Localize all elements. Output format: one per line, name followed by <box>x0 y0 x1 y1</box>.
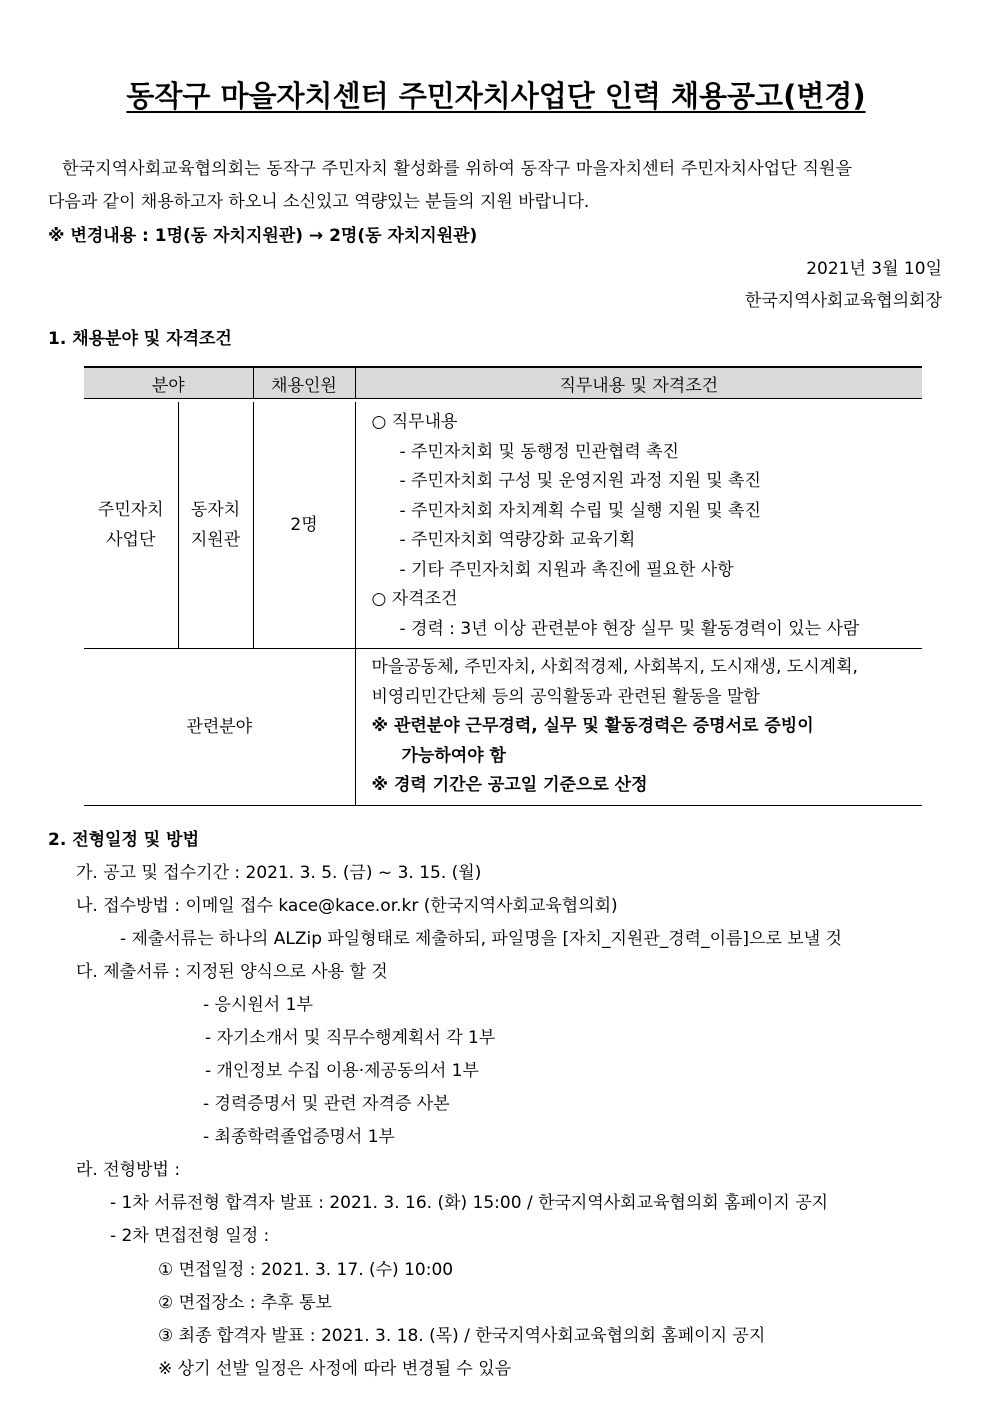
duty-item: - 기타 주민자치회 지원과 촉진에 필요한 사항 <box>399 559 734 580</box>
doc-item: - 응시원서 1부 <box>203 995 313 1015</box>
qual-title: ○ 자격조건 <box>371 589 458 609</box>
doc-item: - 개인정보 수집 이용·제공동의서 1부 <box>205 1061 479 1081</box>
duty-item: - 주민자치회 역량강화 교육기획 <box>399 530 636 550</box>
step-2: - 2차 면접전형 일정 : <box>110 1226 270 1246</box>
doc-item: - 자기소개서 및 직무수행계획서 각 1부 <box>205 1028 496 1048</box>
step-1: - 1차 서류전형 합격자 발표 : 2021. 3. 16. (화) 15:00 / 한국지역사회교육협의회 홈페이지 공지 <box>110 1193 829 1213</box>
doc-item: - 최종학력졸업증명서 1부 <box>203 1127 395 1147</box>
doc-item: - 경력증명서 및 관련 자격증 사본 <box>203 1094 450 1114</box>
page-title: 동작구 마을자치센터 주민자치사업단 인력 채용공고(변경) <box>126 79 866 113</box>
duty-item: - 주민자치회 및 동행정 민관협력 촉진 <box>399 441 679 462</box>
related-text: 비영리민간단체 등의 공익활동과 관련된 활동을 말함 <box>371 686 760 707</box>
header-duty: 직무내용 및 자격조건 <box>355 367 922 399</box>
duty-item: - 주민자치회 구성 및 운영지원 과정 지원 및 촉진 <box>399 471 761 491</box>
subfield-cell: 동자치 지원관 <box>178 402 253 649</box>
header-count: 채용인원 <box>253 367 355 399</box>
duty-item: - 주민자치회 자치계획 수립 및 실행 지원 및 촉진 <box>399 500 761 521</box>
intro-line-2: 다음과 같이 채용하고자 하오니 소신있고 역량있는 분들의 지원 바랍니다. <box>48 192 590 212</box>
field-cell: 주민자치 사업단 <box>84 402 178 649</box>
recruitment-table <box>84 366 922 806</box>
schedule-ra: 라. 전형방법 : <box>76 1160 181 1180</box>
table-header-row <box>84 367 922 399</box>
schedule-na-sub: - 제출서류는 하나의 ALZip 파일형태로 제출하되, 파일명을 [자치_지원관_경력_이름]으로 보낼 것 <box>120 929 842 949</box>
related-cell <box>355 649 922 806</box>
related-note: ※ 경력 기간은 공고일 기준으로 산정 <box>371 775 648 795</box>
qual-item: - 경력 : 3년 이상 관련분야 현장 실무 및 활동경력이 있는 사람 <box>399 618 860 639</box>
section1-heading: 1. 채용분야 및 자격조건 <box>48 329 232 349</box>
change-notice: ※ 변경내용 : 1명(동 자치지원관) → 2명(동 자치지원관) <box>48 226 478 246</box>
related-note: ※ 관련분야 근무경력, 실무 및 활동경력은 증명서로 증빙이 <box>371 716 814 736</box>
related-note: 가능하여야 함 <box>401 745 506 766</box>
duty-cell <box>355 402 922 649</box>
duty-title: ○ 직무내용 <box>371 412 458 432</box>
schedule-na: 나. 접수방법 : 이메일 접수 kace@kace.or.kr (한국지역사회교육협의회) <box>76 896 618 916</box>
header-field: 분야 <box>84 367 253 399</box>
schedule-da: 다. 제출서류 : 지정된 양식으로 사용 할 것 <box>76 962 388 982</box>
notice-date: 2021년 3월 10일 <box>806 259 942 279</box>
interview-item: ③ 최종 합격자 발표 : 2021. 3. 18. (목) / 한국지역사회교육협의회 홈페이지 공지 <box>158 1326 766 1346</box>
issuer: 한국지역사회교육협의회장 <box>744 291 942 311</box>
related-text: 마을공동체, 주민자치, 사회적경제, 사회복지, 도시재생, 도시계획, <box>371 657 858 677</box>
count-cell: 2명 <box>253 402 355 649</box>
table-row <box>84 402 922 649</box>
schedule-notice: ※ 상기 선발 일정은 사정에 따라 변경될 수 있음 <box>158 1359 512 1379</box>
schedule-ga: 가. 공고 및 접수기간 : 2021. 3. 5. (금) ~ 3. 15. (월) <box>76 863 482 883</box>
interview-item: ② 면접장소 : 추후 통보 <box>158 1293 332 1313</box>
section2-heading: 2. 전형일정 및 방법 <box>48 830 199 850</box>
interview-item: ① 면접일정 : 2021. 3. 17. (수) 10:00 <box>158 1260 454 1280</box>
related-label-cell: 관련분야 <box>84 649 355 806</box>
table-row <box>84 649 922 806</box>
intro-line-1: 한국지역사회교육협의회는 동작구 주민자치 활성화를 위하여 동작구 마을자치센터 주민자치사업단 직원을 <box>62 159 853 179</box>
